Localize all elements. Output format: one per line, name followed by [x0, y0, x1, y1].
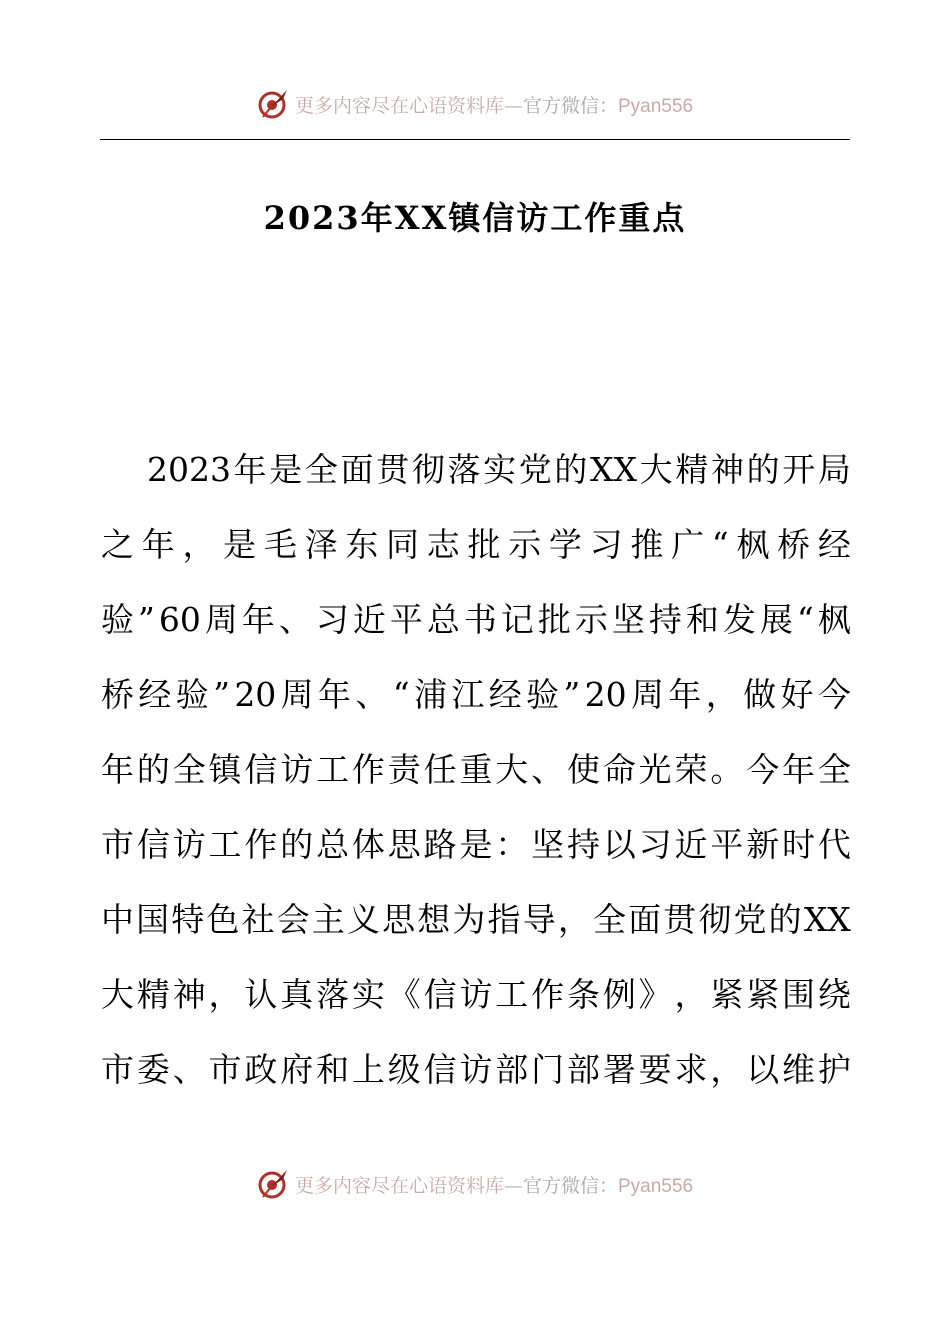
- paragraph-line: 验 ” 60 周 年 、 习 近 平 总 书 记 批 示 坚 持 和 发 展 “ 枫: [101, 600, 851, 639]
- paragraph-line: 大 精 神 ， 认 真 落 实 《 信 访 工 作 条 例 》 ， 紧 紧 围 绕: [101, 975, 851, 1014]
- banner-wechat-id: Pyan556: [618, 1175, 694, 1197]
- paragraph-line: 之 年 ， 是 毛 泽 东 同 志 批 示 学 习 推 广 “ 枫 桥 经: [101, 525, 851, 564]
- document-title: 2023年XX镇信访工作重点: [263, 199, 687, 237]
- paragraph-line: 市 委 、 市 政 府 和 上 级 信 访 部 门 部 署 要 求 ， 以 维 护: [101, 1050, 851, 1089]
- paragraph-line: 中 国 特 色 社 会 主 义 思 想 为 指 导 ， 全 面 贯 彻 党 的 XX: [101, 900, 851, 939]
- banner-wechat-label: 官方微信：: [522, 94, 618, 117]
- banner-text: [295, 91, 693, 118]
- quill-logo-icon: [257, 87, 291, 121]
- paragraph-line: 桥 经 验 ” 20 周 年 、 “ 浦 江 经 验 ” 20 周 年 ， 做 好 今: [101, 675, 851, 714]
- banner-main-text: 更多内容尽在心语资料库: [294, 94, 504, 117]
- paragraph-line: 2023 年 是 全 面 贯 彻 落 实 党 的 XX 大 精 神 的 开 局: [147, 450, 851, 489]
- quill-logo-icon: [257, 1167, 291, 1201]
- banner-main-text: 更多内容尽在心语资料库: [294, 1174, 504, 1197]
- banner-dash: —: [503, 94, 523, 117]
- banner-text: [295, 1171, 693, 1198]
- banner-dash: —: [503, 1174, 523, 1197]
- paragraph-line: 年 的 全 镇 信 访 工 作 责 任 重 大 、 使 命 光 荣 。 今 年 全: [101, 750, 851, 789]
- document-body: [101, 443, 851, 1118]
- banner-wechat-label: 官方微信：: [522, 1174, 618, 1197]
- footer-banner: [0, 1164, 950, 1204]
- banner-wechat-id: Pyan556: [618, 95, 694, 117]
- header-rule: [100, 139, 850, 140]
- paragraph-line: 市 信 访 工 作 的 总 体 思 路 是 ： 坚 持 以 习 近 平 新 时 代: [101, 825, 851, 864]
- header-banner: [0, 84, 950, 124]
